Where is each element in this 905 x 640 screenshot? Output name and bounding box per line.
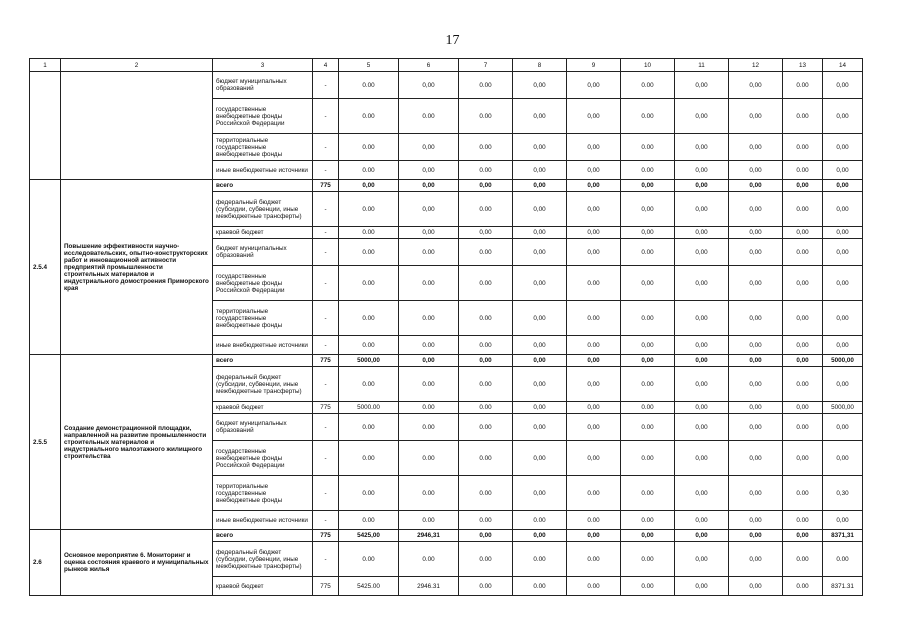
amount-cell: 0.00 — [399, 476, 459, 511]
amount-cell: 0,00 — [675, 530, 729, 542]
code-cell: - — [313, 542, 339, 577]
amount-cell: 0,00 — [729, 355, 783, 367]
measure-code: 2.5.4 — [30, 180, 61, 355]
amount-cell: 0,00 — [729, 180, 783, 192]
amount-cell: 0,00 — [729, 99, 783, 134]
amount-cell: 0.00 — [339, 134, 399, 161]
amount-cell: 0.00 — [513, 577, 567, 596]
amount-cell: 8371,31 — [823, 530, 863, 542]
column-number: 10 — [621, 59, 675, 72]
amount-cell: 0.00 — [621, 441, 675, 476]
amount-cell: 0,00 — [621, 336, 675, 355]
amount-cell: 0.00 — [339, 476, 399, 511]
amount-cell: 0.00 — [621, 367, 675, 402]
amount-cell: 0.00 — [783, 542, 823, 577]
funding-source: территориальные государственные внебюджетные фонды — [213, 476, 313, 511]
amount-cell: 0,00 — [513, 99, 567, 134]
column-number: 9 — [567, 59, 621, 72]
amount-cell: 0,00 — [399, 227, 459, 239]
amount-cell: 0,00 — [783, 336, 823, 355]
amount-cell: 0,00 — [823, 367, 863, 402]
funding-source: краевой бюджет — [213, 227, 313, 239]
amount-cell: 0,00 — [621, 180, 675, 192]
amount-cell: 0,00 — [729, 402, 783, 414]
amount-cell: 0.00 — [399, 239, 459, 266]
amount-cell: 0,00 — [567, 227, 621, 239]
amount-cell: 0.00 — [783, 134, 823, 161]
amount-cell: 0.00 — [399, 441, 459, 476]
amount-cell: 0.00 — [783, 577, 823, 596]
amount-cell: 0.00 — [567, 542, 621, 577]
amount-cell: 0,00 — [729, 227, 783, 239]
amount-cell: 0,00 — [621, 355, 675, 367]
amount-cell: 0.00 — [459, 367, 513, 402]
amount-cell: 0.00 — [567, 301, 621, 336]
column-number: 7 — [459, 59, 513, 72]
column-number: 1 — [30, 59, 61, 72]
amount-cell: 0,00 — [459, 530, 513, 542]
amount-cell: 0.00 — [459, 301, 513, 336]
amount-cell: 0,00 — [823, 227, 863, 239]
amount-cell: 0.00 — [621, 72, 675, 99]
amount-cell: 5000,00 — [339, 355, 399, 367]
code-cell: - — [313, 161, 339, 180]
code-cell: - — [313, 441, 339, 476]
amount-cell: 0.00 — [823, 542, 863, 577]
amount-cell: 0,00 — [399, 192, 459, 227]
amount-cell: 0,00 — [823, 72, 863, 99]
amount-cell: 0.00 — [783, 239, 823, 266]
amount-cell: 0.00 — [783, 72, 823, 99]
amount-cell: 0.00 — [339, 441, 399, 476]
amount-cell: 0,00 — [729, 192, 783, 227]
amount-cell: 0,00 — [513, 266, 567, 301]
funding-source: бюджет муниципальных образований — [213, 414, 313, 441]
amount-cell: 0,00 — [513, 414, 567, 441]
amount-cell: 0,00 — [567, 134, 621, 161]
amount-cell: 0,00 — [513, 180, 567, 192]
amount-cell: 0,00 — [399, 72, 459, 99]
amount-cell: 0,00 — [675, 266, 729, 301]
amount-cell: 0,00 — [675, 336, 729, 355]
column-number: 2 — [61, 59, 213, 72]
amount-cell: 0,00 — [823, 511, 863, 530]
amount-cell: 0,00 — [729, 577, 783, 596]
amount-cell: 0.00 — [339, 511, 399, 530]
amount-cell: 0,00 — [823, 192, 863, 227]
amount-cell: 5425.00 — [339, 577, 399, 596]
amount-cell: 0,00 — [729, 441, 783, 476]
amount-cell: 0,00 — [783, 227, 823, 239]
funding-source: бюджет муниципальных образований — [213, 239, 313, 266]
amount-cell: 0,00 — [729, 239, 783, 266]
amount-cell: 0,00 — [675, 476, 729, 511]
code-cell: - — [313, 336, 339, 355]
amount-cell: 0,00 — [675, 511, 729, 530]
amount-cell: 0.00 — [621, 239, 675, 266]
funding-source: иные внебюджетные источники — [213, 511, 313, 530]
code-cell: - — [313, 227, 339, 239]
amount-cell: 0,00 — [567, 402, 621, 414]
amount-cell: 0,00 — [783, 301, 823, 336]
amount-cell: 0,00 — [513, 355, 567, 367]
amount-cell: 0,00 — [513, 227, 567, 239]
amount-cell: 0.00 — [459, 266, 513, 301]
amount-cell: 0,00 — [675, 367, 729, 402]
amount-cell: 0,00 — [567, 192, 621, 227]
funding-source: иные внебюджетные источники — [213, 161, 313, 180]
code-cell: - — [313, 239, 339, 266]
amount-cell: 0.00 — [399, 402, 459, 414]
column-number-row — [30, 59, 863, 72]
amount-cell: 0.00 — [621, 414, 675, 441]
amount-cell: 0,00 — [399, 180, 459, 192]
amount-cell: 0.00 — [513, 511, 567, 530]
amount-cell: 5425,00 — [339, 530, 399, 542]
measure-name: Повышение эффективности научно-исследовательских, опытно-конструкторских работ и инновационной активности предприятий промышленности строительных материалов и индустриального домостроения Приморского края — [61, 180, 213, 355]
amount-cell: 0,00 — [399, 355, 459, 367]
amount-cell: 0,00 — [823, 134, 863, 161]
amount-cell: 0,00 — [567, 239, 621, 266]
funding-source: государственные внебюджетные фонды Российской Федерации — [213, 266, 313, 301]
amount-cell: 0.00 — [339, 301, 399, 336]
amount-cell: 0.00 — [621, 99, 675, 134]
measure-code — [30, 72, 61, 180]
amount-cell: 0,00 — [729, 511, 783, 530]
code-cell: 775 — [313, 402, 339, 414]
amount-cell: 0,00 — [567, 367, 621, 402]
amount-cell: 0,00 — [823, 99, 863, 134]
amount-cell: 0,00 — [459, 227, 513, 239]
code-cell: 775 — [313, 577, 339, 596]
funding-source: государственные внебюджетные фонды Российской Федерации — [213, 99, 313, 134]
code-cell: - — [313, 511, 339, 530]
amount-cell: 0,00 — [823, 161, 863, 180]
measure-code: 2.6 — [30, 530, 61, 596]
amount-cell: 0,00 — [675, 355, 729, 367]
amount-cell: 0.00 — [459, 239, 513, 266]
funding-source: федеральный бюджет (субсидии, субвенции, иные межбюджетные трансферты) — [213, 192, 313, 227]
amount-cell: 0,30 — [823, 476, 863, 511]
amount-cell: 0,00 — [567, 355, 621, 367]
funding-source: федеральный бюджет (субсидии, субвенции, иные межбюджетные трансферты) — [213, 542, 313, 577]
amount-cell: 0.00 — [339, 266, 399, 301]
code-cell: 775 — [313, 355, 339, 367]
amount-cell: 0,00 — [729, 72, 783, 99]
amount-cell: 0,00 — [675, 239, 729, 266]
amount-cell: 5000.00 — [339, 402, 399, 414]
amount-cell: 0.00 — [339, 367, 399, 402]
amount-cell: 0,00 — [823, 441, 863, 476]
amount-cell: 0,00 — [567, 161, 621, 180]
column-number: 6 — [399, 59, 459, 72]
amount-cell: 0.00 — [459, 577, 513, 596]
amount-cell: 0,00 — [513, 402, 567, 414]
measure-name — [61, 72, 213, 180]
amount-cell: 0.00 — [621, 301, 675, 336]
amount-cell: 0.00 — [567, 476, 621, 511]
amount-cell: 0,00 — [729, 266, 783, 301]
amount-cell: 0.00 — [399, 511, 459, 530]
amount-cell: 0.00 — [339, 239, 399, 266]
amount-cell: 2946.31 — [399, 577, 459, 596]
amount-cell: 0,00 — [567, 441, 621, 476]
amount-cell: 0.00 — [459, 161, 513, 180]
amount-cell: 0,00 — [513, 134, 567, 161]
amount-cell: 0,00 — [823, 266, 863, 301]
amount-cell: 0,00 — [729, 476, 783, 511]
amount-cell: 0,00 — [675, 414, 729, 441]
amount-cell: 0,00 — [567, 414, 621, 441]
amount-cell: 0.00 — [783, 414, 823, 441]
amount-cell: 0,00 — [783, 530, 823, 542]
amount-cell: 0.00 — [783, 161, 823, 180]
amount-cell: 0,00 — [567, 99, 621, 134]
amount-cell: 0,00 — [675, 402, 729, 414]
amount-cell: 0,00 — [675, 99, 729, 134]
amount-cell: 0,00 — [621, 227, 675, 239]
amount-cell: 0,00 — [823, 239, 863, 266]
amount-cell: 0.00 — [459, 134, 513, 161]
amount-cell: 0.00 — [567, 577, 621, 596]
amount-cell: 0.00 — [399, 542, 459, 577]
amount-cell: 0.00 — [459, 511, 513, 530]
column-number: 3 — [213, 59, 313, 72]
amount-cell: 0,00 — [621, 266, 675, 301]
amount-cell: 0,00 — [339, 180, 399, 192]
funding-source: всего — [213, 355, 313, 367]
amount-cell: 0.00 — [459, 336, 513, 355]
amount-cell: 0,00 — [729, 530, 783, 542]
amount-cell: 0,00 — [621, 530, 675, 542]
amount-cell: 0,00 — [513, 192, 567, 227]
code-cell: 775 — [313, 180, 339, 192]
amount-cell: 0.00 — [783, 192, 823, 227]
amount-cell: 0,00 — [823, 414, 863, 441]
code-cell: 775 — [313, 530, 339, 542]
amount-cell: 0,00 — [675, 72, 729, 99]
amount-cell: 0.00 — [459, 542, 513, 577]
amount-cell: 0.00 — [621, 577, 675, 596]
amount-cell: 0.00 — [459, 72, 513, 99]
table-row — [30, 180, 863, 192]
amount-cell: 0,00 — [823, 301, 863, 336]
funding-source: иные внебюджетные источники — [213, 336, 313, 355]
amount-cell: 0,00 — [729, 301, 783, 336]
amount-cell: 0.00 — [621, 134, 675, 161]
amount-cell: 0.00 — [339, 414, 399, 441]
amount-cell: 0.00 — [339, 227, 399, 239]
amount-cell: 0,00 — [399, 134, 459, 161]
amount-cell: 0,00 — [567, 530, 621, 542]
amount-cell: 0.00 — [567, 266, 621, 301]
measure-name: Основное мероприятие 6. Мониторинг и оценка состояния краевого и муниципальных рынков жилья — [61, 530, 213, 596]
column-number: 8 — [513, 59, 567, 72]
amount-cell: 0.00 — [783, 99, 823, 134]
amount-cell: 0,00 — [783, 441, 823, 476]
amount-cell: 0.00 — [339, 336, 399, 355]
amount-cell: 0.00 — [459, 192, 513, 227]
amount-cell: 0,00 — [675, 542, 729, 577]
column-number: 5 — [339, 59, 399, 72]
amount-cell: 0,00 — [729, 414, 783, 441]
amount-cell: 0.00 — [783, 476, 823, 511]
amount-cell: 0.00 — [783, 367, 823, 402]
amount-cell: 0,00 — [513, 441, 567, 476]
amount-cell: 0.00 — [513, 542, 567, 577]
amount-cell: 0.00 — [621, 476, 675, 511]
amount-cell: 0.00 — [399, 336, 459, 355]
code-cell: - — [313, 476, 339, 511]
amount-cell: 0.00 — [621, 511, 675, 530]
amount-cell: 0,00 — [729, 367, 783, 402]
funding-source: государственные внебюджетные фонды Российской Федерации — [213, 441, 313, 476]
code-cell: - — [313, 72, 339, 99]
funding-source: краевой бюджет — [213, 402, 313, 414]
code-cell: - — [313, 192, 339, 227]
table-row — [30, 530, 863, 542]
amount-cell: 0,00 — [675, 227, 729, 239]
code-cell: - — [313, 99, 339, 134]
table-body — [30, 72, 863, 596]
amount-cell: 0.00 — [621, 161, 675, 180]
amount-cell: 0.00 — [567, 511, 621, 530]
code-cell: - — [313, 134, 339, 161]
amount-cell: 0,00 — [621, 192, 675, 227]
code-cell: - — [313, 301, 339, 336]
amount-cell: 0,00 — [729, 336, 783, 355]
column-number: 13 — [783, 59, 823, 72]
amount-cell: 5000,00 — [823, 355, 863, 367]
amount-cell: 0.00 — [339, 161, 399, 180]
funding-source: территориальные государственные внебюджетные фонды — [213, 134, 313, 161]
amount-cell: 0.00 — [783, 511, 823, 530]
amount-cell: 0.00 — [621, 402, 675, 414]
amount-cell: 0,00 — [783, 355, 823, 367]
amount-cell: 0,00 — [729, 134, 783, 161]
amount-cell: 0,00 — [675, 577, 729, 596]
amount-cell: 8371.31 — [823, 577, 863, 596]
amount-cell: 0,00 — [675, 134, 729, 161]
amount-cell: 0,00 — [675, 192, 729, 227]
amount-cell: 0,00 — [513, 336, 567, 355]
funding-source: всего — [213, 180, 313, 192]
funding-source: территориальные государственные внебюджетные фонды — [213, 301, 313, 336]
amount-cell: 0.00 — [459, 402, 513, 414]
table-row — [30, 355, 863, 367]
funding-source: бюджет муниципальных образований — [213, 72, 313, 99]
amount-cell: 0,00 — [729, 161, 783, 180]
page-number: 17 — [445, 33, 460, 48]
amount-cell: 2946,31 — [399, 530, 459, 542]
amount-cell: 0,00 — [675, 441, 729, 476]
code-cell: - — [313, 367, 339, 402]
amount-cell: 0.00 — [621, 542, 675, 577]
amount-cell: 0.00 — [399, 367, 459, 402]
amount-cell: 0.00 — [339, 99, 399, 134]
amount-cell: 0,00 — [823, 180, 863, 192]
amount-cell: 0,00 — [783, 266, 823, 301]
amount-cell: 0.00 — [399, 414, 459, 441]
amount-cell: 0,00 — [459, 180, 513, 192]
funding-source: федеральный бюджет (субсидии, субвенции, иные межбюджетные трансферты) — [213, 367, 313, 402]
column-number: 11 — [675, 59, 729, 72]
amount-cell: 0,00 — [513, 301, 567, 336]
column-number: 4 — [313, 59, 339, 72]
code-cell: - — [313, 266, 339, 301]
amount-cell: 0.00 — [459, 99, 513, 134]
amount-cell: 0,00 — [513, 161, 567, 180]
amount-cell: 0.00 — [459, 441, 513, 476]
amount-cell: 0,00 — [729, 542, 783, 577]
amount-cell: 0.00 — [399, 266, 459, 301]
amount-cell: 0,00 — [567, 180, 621, 192]
amount-cell: 0.00 — [339, 192, 399, 227]
amount-cell: 0.00 — [339, 72, 399, 99]
amount-cell: 0,00 — [513, 239, 567, 266]
amount-cell: 0,00 — [399, 161, 459, 180]
column-number: 14 — [823, 59, 863, 72]
measure-code: 2.5.5 — [30, 355, 61, 530]
amount-cell: 0,00 — [513, 367, 567, 402]
amount-cell: 0,00 — [513, 476, 567, 511]
amount-cell: 0,00 — [513, 530, 567, 542]
amount-cell: 0,00 — [675, 301, 729, 336]
amount-cell: 0.00 — [339, 542, 399, 577]
amount-cell: 0.00 — [399, 301, 459, 336]
funding-source: краевой бюджет — [213, 577, 313, 596]
amount-cell: 0.00 — [459, 414, 513, 441]
amount-cell: 0,00 — [783, 180, 823, 192]
code-cell: - — [313, 414, 339, 441]
amount-cell: 0.00 — [459, 476, 513, 511]
amount-cell: 0,00 — [459, 355, 513, 367]
measure-name: Создание демонстрационной площадки, направленной на развитие промышленности строительных материалов и индустриального малоэтажного жилищного строительства — [61, 355, 213, 530]
budget-table — [29, 58, 863, 596]
amount-cell: 0,00 — [567, 72, 621, 99]
amount-cell: 5000,00 — [823, 402, 863, 414]
funding-source: всего — [213, 530, 313, 542]
amount-cell: 0.00 — [399, 99, 459, 134]
table-row — [30, 72, 863, 99]
amount-cell: 0,00 — [823, 336, 863, 355]
amount-cell: 0,00 — [513, 72, 567, 99]
column-number: 12 — [729, 59, 783, 72]
amount-cell: 0,00 — [675, 180, 729, 192]
amount-cell: 0,00 — [675, 161, 729, 180]
amount-cell: 0.00 — [567, 336, 621, 355]
amount-cell: 0,00 — [783, 402, 823, 414]
